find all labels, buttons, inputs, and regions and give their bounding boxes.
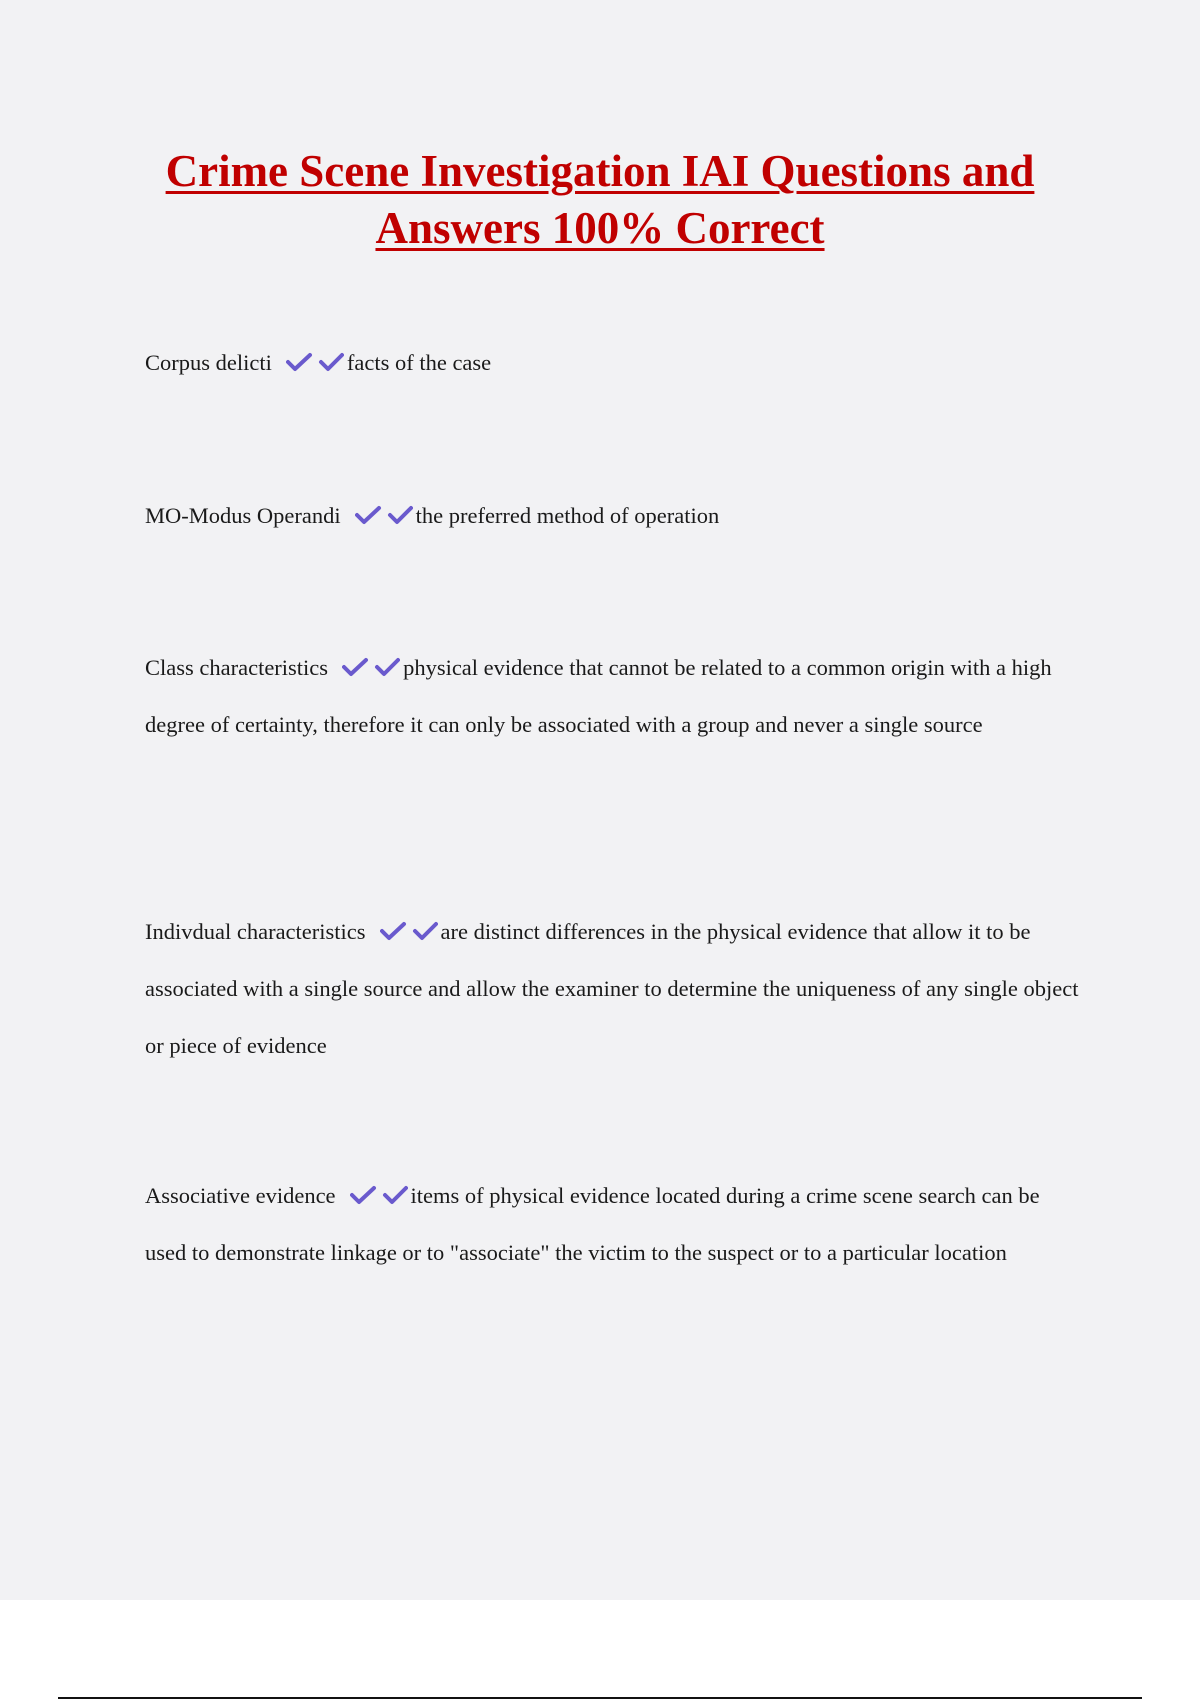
double-check-icon <box>342 656 400 678</box>
document-title: Crime Scene Investigation IAI Questions and Answers 100% Correct <box>165 146 1035 253</box>
qa-item-modus-operandi <box>145 487 1080 544</box>
qa-item-associative-evidence <box>145 1167 1080 1281</box>
double-check-icon <box>355 504 413 526</box>
qa-definition: are distinct differences in the physical evidence that allow it to be associated with a single source and allow the examiner to determine the uniqueness of any single object or piece of evidence <box>145 919 1079 1058</box>
qa-term: Corpus delicti <box>145 350 272 375</box>
qa-definition: facts of the case <box>346 350 492 375</box>
double-check-icon <box>350 1184 408 1206</box>
qa-item-individual-characteristics <box>145 903 1080 1074</box>
qa-term: Indivdual characteristics <box>145 919 366 944</box>
qa-term: MO-Modus Operandi <box>145 503 341 528</box>
double-check-icon <box>380 920 438 942</box>
qa-definition: the preferred method of operation <box>415 503 720 528</box>
qa-term: Associative evidence <box>145 1183 336 1208</box>
page-divider <box>58 1697 1142 1699</box>
qa-item-class-characteristics <box>145 639 1080 753</box>
double-check-icon <box>286 351 344 373</box>
qa-definition: items of physical evidence located during a crime scene search can be used to demonstrate linkage or to "associate" the victim to the suspect or to a particular location <box>145 1183 1040 1265</box>
qa-term: Class characteristics <box>145 655 329 680</box>
qa-item-corpus-delicti <box>145 334 1080 391</box>
qa-definition: physical evidence that cannot be related to a common origin with a high degree of certainty, therefore it can only be associated with a group and never a single source <box>145 655 1052 737</box>
